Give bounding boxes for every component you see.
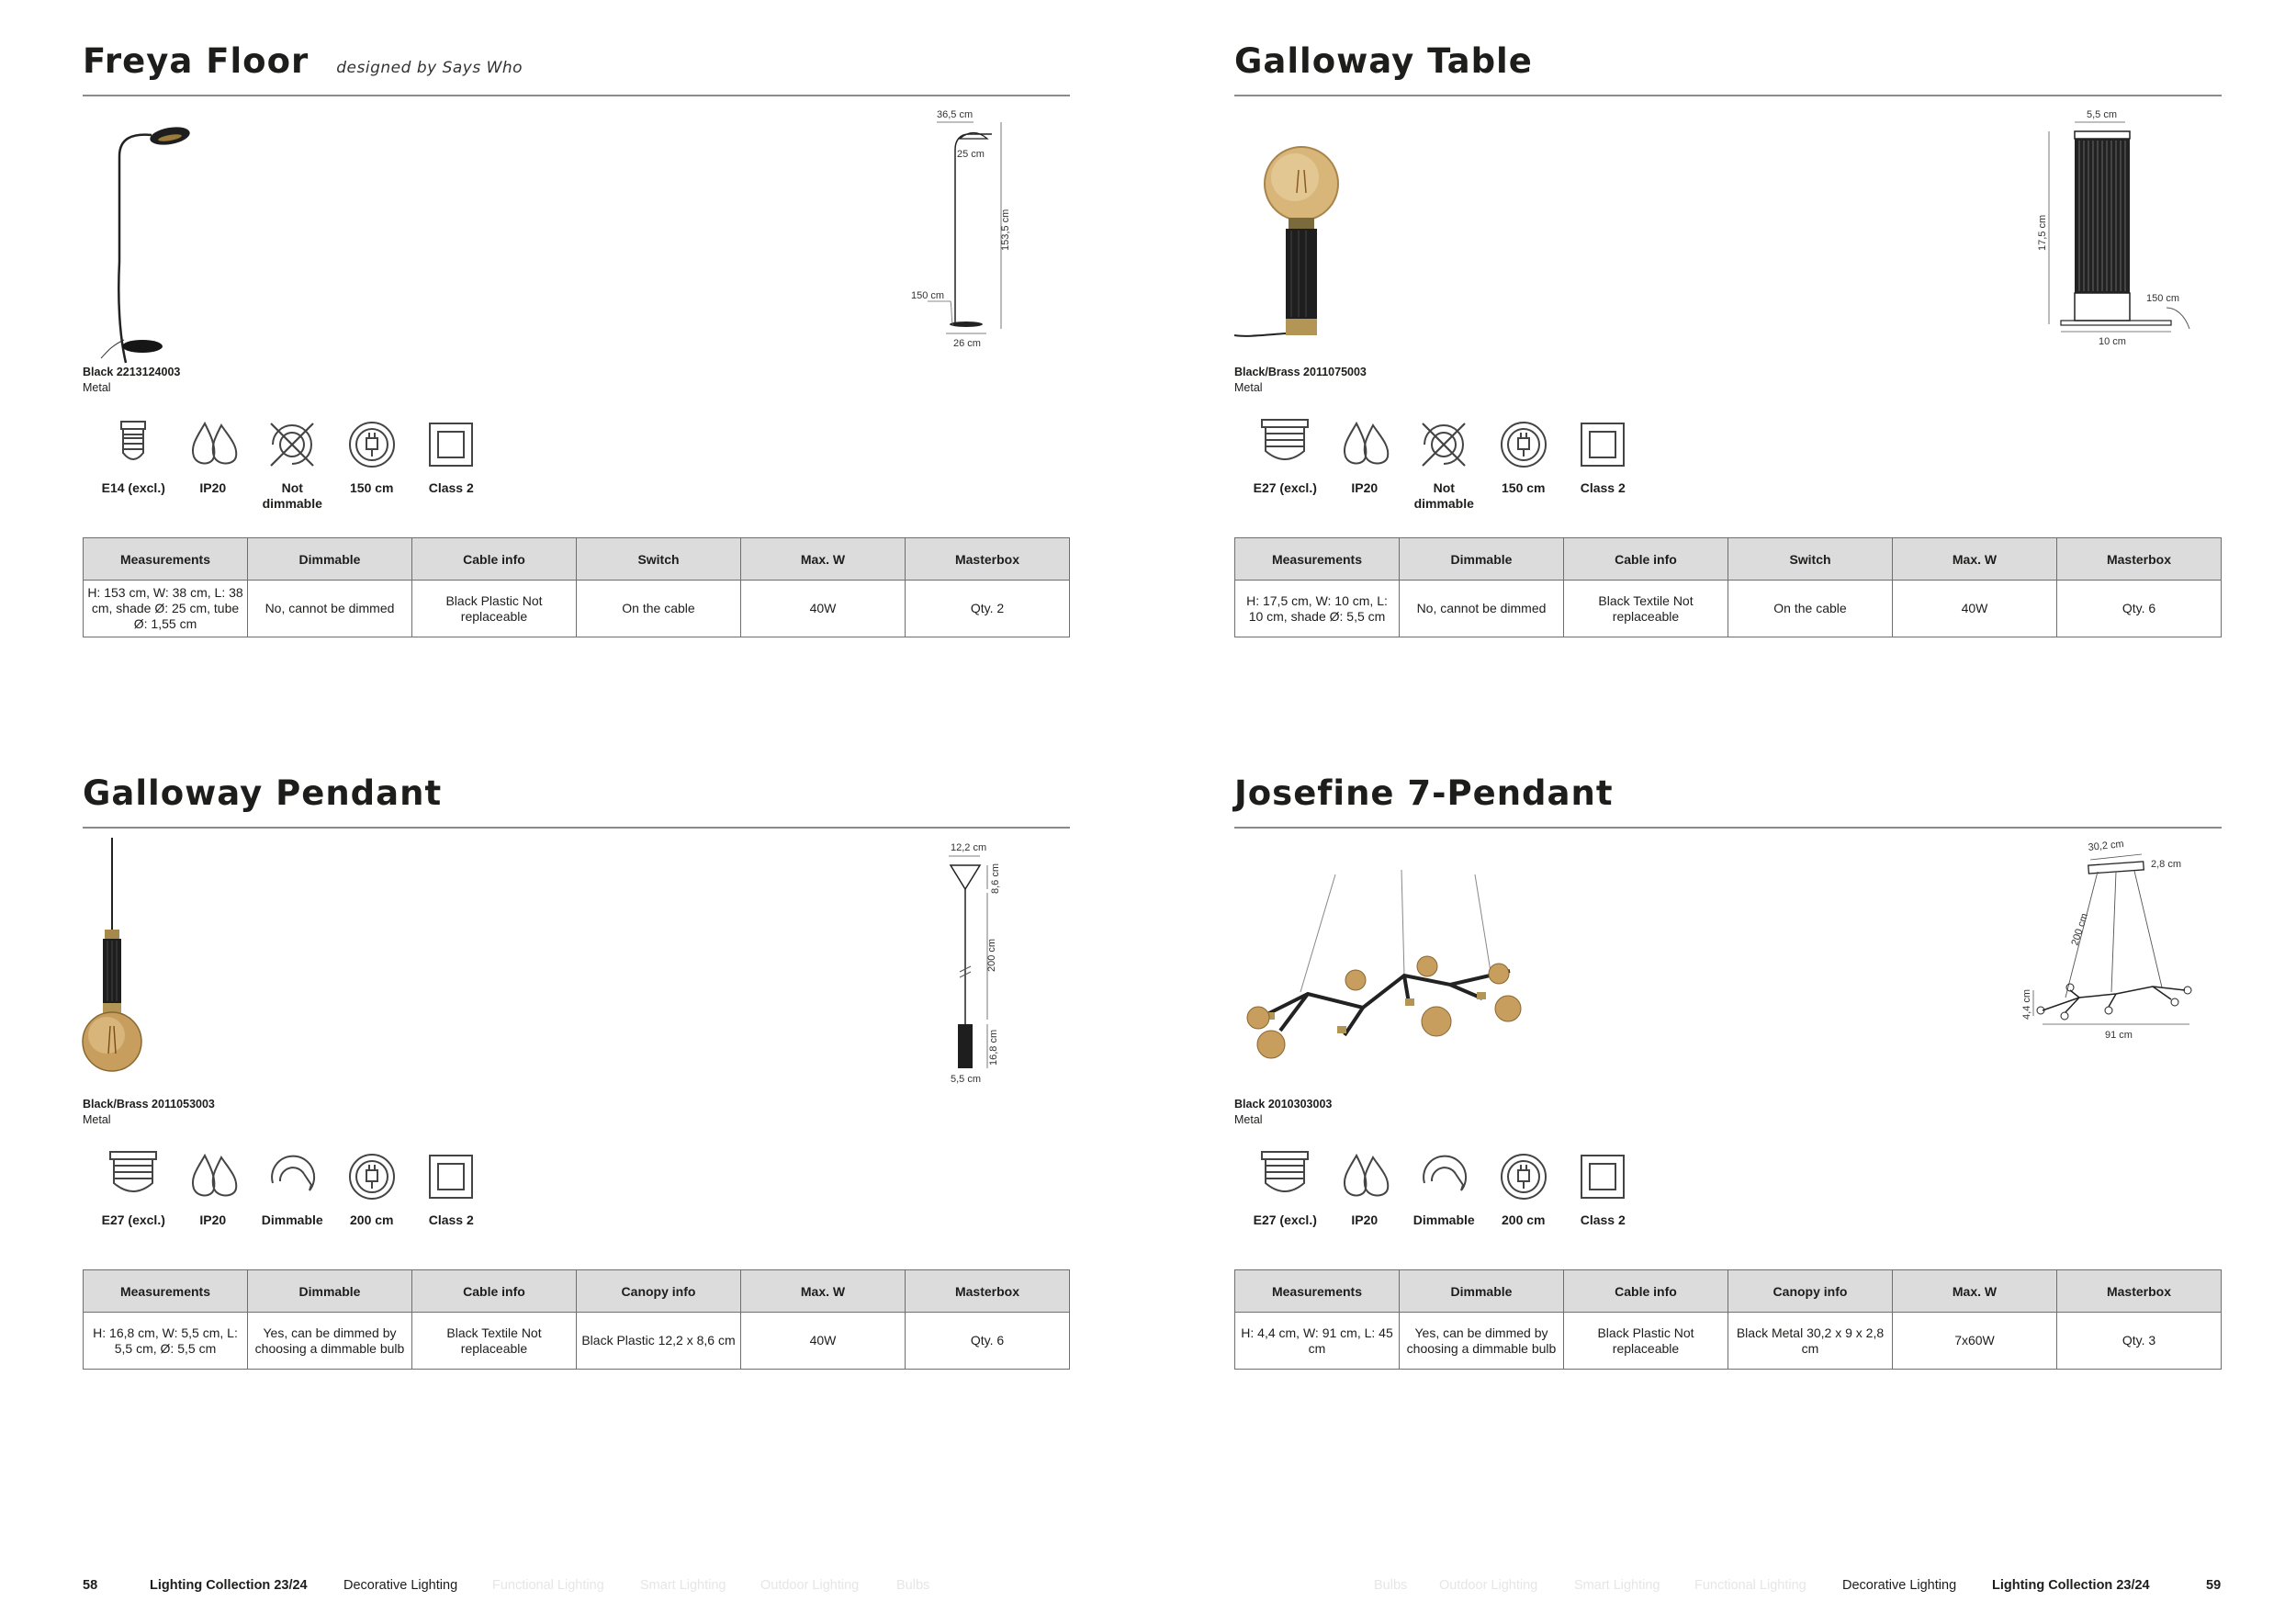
feature-dimmable: [253, 1148, 332, 1249]
feature-label: 150 cm: [1502, 480, 1546, 495]
column-header: Measurements: [1235, 1270, 1400, 1313]
column-header: Measurements: [84, 1270, 248, 1313]
feature-cable: [332, 416, 412, 517]
feature-label: Not dimmable: [262, 480, 322, 511]
dim-label: 5,5 cm: [2087, 109, 2118, 120]
feature-class: [1563, 416, 1643, 517]
feature-label: Class 2: [428, 1212, 474, 1227]
feature-label: E27 (excl.): [101, 1212, 165, 1227]
feature-dimmable: [253, 416, 332, 517]
cable-plug-icon: [343, 416, 400, 473]
feature-class: [411, 416, 491, 517]
cable-plug-icon: [343, 1148, 400, 1205]
footer-nav-decorative[interactable]: Decorative Lighting: [1842, 1578, 1957, 1593]
table-row: [84, 581, 1070, 637]
footer-nav-smart[interactable]: Smart Lighting: [640, 1578, 726, 1593]
feature-socket: [94, 1148, 174, 1249]
column-header: Switch: [577, 538, 741, 581]
feature-ip: [1325, 416, 1405, 517]
column-header: Dimmable: [248, 1270, 412, 1313]
feature-label: E27 (excl.): [1253, 480, 1317, 495]
product-title: Freya Floor: [83, 41, 310, 81]
feature-cable: [332, 1148, 412, 1249]
column-header: Cable info: [1564, 1270, 1728, 1313]
footer-nav-bulbs[interactable]: Bulbs: [896, 1578, 930, 1593]
table-row: [84, 1313, 1070, 1370]
feature-ip: [174, 416, 253, 517]
table-cell: Qty. 3: [2057, 1313, 2222, 1370]
product-code: Black/Brass 2011053003: [83, 1098, 215, 1111]
dim-label: 5,5 cm: [951, 1074, 982, 1085]
table-header-row: [1235, 538, 2222, 581]
dim-label: 25 cm: [957, 149, 985, 160]
table-cell: Black Metal 30,2 x 9 x 2,8 cm: [1728, 1313, 1893, 1370]
table-row: [1235, 581, 2222, 637]
page-number: 59: [2206, 1578, 2222, 1593]
column-header: Cable info: [1564, 538, 1728, 581]
dimmable-icon: [264, 1148, 321, 1205]
table-cell: 40W: [741, 581, 906, 637]
feature-class: [1563, 1148, 1643, 1249]
product-designer: designed by Says Who: [336, 59, 523, 77]
dim-label: 91 cm: [2105, 1030, 2133, 1041]
product-material: Metal: [83, 1113, 111, 1126]
feature-dimmable: [1404, 416, 1484, 517]
column-header: Masterbox: [2057, 538, 2222, 581]
product-photo-multi-pendant: [1234, 838, 1528, 1090]
page-number: 58: [83, 1578, 98, 1593]
feature-icons: [1245, 1148, 1643, 1249]
cable-plug-icon: [1495, 1148, 1552, 1205]
e27-socket-icon: [1256, 1148, 1313, 1205]
cable-plug-icon: [1495, 416, 1552, 473]
dim-label: 17,5 cm: [2037, 214, 2048, 251]
dimension-drawing: [2021, 836, 2208, 1084]
ip20-drops-icon: [185, 416, 242, 473]
feature-socket: [1245, 1148, 1325, 1249]
footer-nav-functional[interactable]: Functional Lighting: [492, 1578, 604, 1593]
column-header: Max. W: [1893, 538, 2057, 581]
class2-square-icon: [1574, 416, 1631, 473]
dim-label: 150 cm: [911, 290, 945, 301]
table-cell: No, cannot be dimmed: [248, 581, 412, 637]
ip20-drops-icon: [1336, 1148, 1393, 1205]
footer-nav-smart[interactable]: Smart Lighting: [1574, 1578, 1660, 1593]
feature-cable: [1484, 1148, 1564, 1249]
column-header: Canopy info: [1728, 1270, 1893, 1313]
feature-label: 200 cm: [350, 1212, 394, 1227]
table-cell: 7x60W: [1893, 1313, 2057, 1370]
table-cell: H: 153 cm, W: 38 cm, L: 38 cm, shade Ø: 25 cm, tube Ø: 1,55 cm: [84, 581, 248, 637]
table-cell: H: 17,5 cm, W: 10 cm, L: 10 cm, shade Ø: 5,5 cm: [1235, 581, 1400, 637]
table-header-row: [84, 538, 1070, 581]
dim-label: 30,2 cm: [2088, 838, 2125, 853]
not-dimmable-icon: [264, 416, 321, 473]
table-cell: Yes, can be dimmed by choosing a dimmable bulb: [248, 1313, 412, 1370]
product-material: Metal: [1234, 381, 1263, 394]
product-code: Black 2213124003: [83, 366, 181, 378]
dim-label: 16,8 cm: [988, 1029, 999, 1066]
spec-table: [1234, 1269, 2222, 1370]
table-cell: No, cannot be dimmed: [1400, 581, 1564, 637]
dimension-drawing: [2038, 104, 2222, 352]
feature-label: IP20: [1351, 480, 1379, 495]
column-header: Switch: [1728, 538, 1893, 581]
column-header: Cable info: [412, 1270, 577, 1313]
feature-label: Class 2: [1580, 480, 1626, 495]
table-cell: Black Plastic Not replaceable: [412, 581, 577, 637]
table-cell: On the cable: [1728, 581, 1893, 637]
table-cell: Qty. 6: [2057, 581, 2222, 637]
table-cell: Black Plastic Not replaceable: [1564, 1313, 1728, 1370]
feature-socket: [1245, 416, 1325, 517]
table-cell: On the cable: [577, 581, 741, 637]
footer-nav-outdoor[interactable]: Outdoor Lighting: [760, 1578, 860, 1593]
feature-icons: [94, 1148, 491, 1249]
feature-dimmable: [1404, 1148, 1484, 1249]
title-divider: [83, 827, 1070, 829]
feature-label: E27 (excl.): [1253, 1212, 1317, 1227]
product-material: Metal: [83, 381, 111, 394]
feature-icons: [94, 416, 491, 517]
table-cell: H: 16,8 cm, W: 5,5 cm, L: 5,5 cm, Ø: 5,5 cm: [84, 1313, 248, 1370]
collection-name: Lighting Collection 23/24: [1992, 1578, 2150, 1593]
footer-nav-decorative[interactable]: Decorative Lighting: [343, 1578, 458, 1593]
product-josefine-7-pendant: [1234, 773, 2222, 1416]
dimension-drawing: [914, 836, 1097, 1084]
feature-ip: [1325, 1148, 1405, 1249]
feature-label: Class 2: [1580, 1212, 1626, 1227]
product-title: Josefine 7-Pendant: [1234, 773, 1614, 813]
feature-label: E14 (excl.): [101, 480, 165, 495]
title-divider: [83, 95, 1070, 96]
product-title: Galloway Table: [1234, 41, 1533, 81]
column-header: Cable info: [412, 538, 577, 581]
table-row: [1235, 1313, 2222, 1370]
e14-socket-icon: [105, 416, 162, 473]
column-header: Dimmable: [1400, 1270, 1564, 1313]
column-header: Canopy info: [577, 1270, 741, 1313]
column-header: Dimmable: [1400, 538, 1564, 581]
title-divider: [1234, 95, 2222, 96]
not-dimmable-icon: [1415, 416, 1472, 473]
feature-label: IP20: [199, 480, 227, 495]
class2-square-icon: [422, 416, 479, 473]
table-header-row: [84, 1270, 1070, 1313]
spec-table: [83, 1269, 1070, 1370]
spec-table: [83, 537, 1070, 637]
feature-label: Dimmable: [1412, 1212, 1475, 1227]
table-cell: Black Textile Not replaceable: [1564, 581, 1728, 637]
product-galloway-pendant: [83, 773, 1070, 1416]
feature-label: IP20: [1351, 1212, 1379, 1227]
e27-socket-icon: [1256, 416, 1313, 473]
feature-label: Not dimmable: [1413, 480, 1474, 511]
e27-socket-icon: [105, 1148, 162, 1205]
table-cell: H: 4,4 cm, W: 91 cm, L: 45 cm: [1235, 1313, 1400, 1370]
dim-label: 153,5 cm: [1000, 209, 1011, 251]
product-code: Black/Brass 2011075003: [1234, 366, 1367, 378]
feature-label: Dimmable: [261, 1212, 323, 1227]
column-header: Max. W: [741, 538, 906, 581]
table-cell: Black Plastic 12,2 x 8,6 cm: [577, 1313, 741, 1370]
dim-label: 12,2 cm: [951, 842, 987, 853]
product-title: Galloway Pendant: [83, 773, 443, 813]
ip20-drops-icon: [185, 1148, 242, 1205]
footer-nav-bulbs[interactable]: Bulbs: [1374, 1578, 1408, 1593]
feature-class: [411, 1148, 491, 1249]
feature-label: 150 cm: [350, 480, 394, 495]
product-galloway-table: [1234, 41, 2222, 684]
class2-square-icon: [1574, 1148, 1631, 1205]
column-header: Masterbox: [906, 538, 1070, 581]
spec-table: [1234, 537, 2222, 637]
table-cell: Qty. 2: [906, 581, 1070, 637]
dimension-drawing: [900, 104, 1084, 352]
column-header: Max. W: [1893, 1270, 2057, 1313]
product-freya-floor: [83, 41, 1070, 684]
dim-label: 4,4 cm: [2021, 988, 2032, 1020]
column-header: Masterbox: [2057, 1270, 2222, 1313]
dim-label: 10 cm: [2099, 336, 2126, 347]
feature-label: Class 2: [428, 480, 474, 495]
table-cell: 40W: [1893, 581, 2057, 637]
dim-label: 200 cm: [986, 938, 997, 972]
table-cell: Yes, can be dimmed by choosing a dimmable bulb: [1400, 1313, 1564, 1370]
class2-square-icon: [422, 1148, 479, 1205]
feature-socket: [94, 416, 174, 517]
dim-label: 8,6 cm: [990, 863, 1001, 894]
feature-label: 200 cm: [1502, 1212, 1546, 1227]
footer-nav-outdoor[interactable]: Outdoor Lighting: [1439, 1578, 1538, 1593]
product-photo-floor-lamp: [83, 106, 377, 358]
title-divider: [1234, 827, 2222, 829]
product-photo-table-lamp: [1234, 106, 1528, 358]
table-cell: 40W: [741, 1313, 906, 1370]
column-header: Masterbox: [906, 1270, 1070, 1313]
column-header: Measurements: [84, 538, 248, 581]
table-cell: Qty. 6: [906, 1313, 1070, 1370]
product-photo-pendant: [83, 838, 377, 1090]
product-code: Black 2010303003: [1234, 1098, 1333, 1111]
column-header: Max. W: [741, 1270, 906, 1313]
dim-label: 26 cm: [953, 338, 981, 349]
feature-ip: [174, 1148, 253, 1249]
collection-name: Lighting Collection 23/24: [150, 1578, 308, 1593]
dim-label: 200 cm: [2069, 911, 2091, 947]
feature-cable: [1484, 416, 1564, 517]
ip20-drops-icon: [1336, 416, 1393, 473]
feature-label: IP20: [199, 1212, 227, 1227]
footer-nav-functional[interactable]: Functional Lighting: [1694, 1578, 1806, 1593]
table-header-row: [1235, 1270, 2222, 1313]
dim-label: 2,8 cm: [2151, 859, 2182, 870]
dim-label: 36,5 cm: [937, 109, 974, 120]
column-header: Dimmable: [248, 538, 412, 581]
dim-label: 150 cm: [2146, 293, 2180, 304]
column-header: Measurements: [1235, 538, 1400, 581]
product-material: Metal: [1234, 1113, 1263, 1126]
table-cell: Black Textile Not replaceable: [412, 1313, 577, 1370]
feature-icons: [1245, 416, 1643, 517]
dimmable-icon: [1415, 1148, 1472, 1205]
